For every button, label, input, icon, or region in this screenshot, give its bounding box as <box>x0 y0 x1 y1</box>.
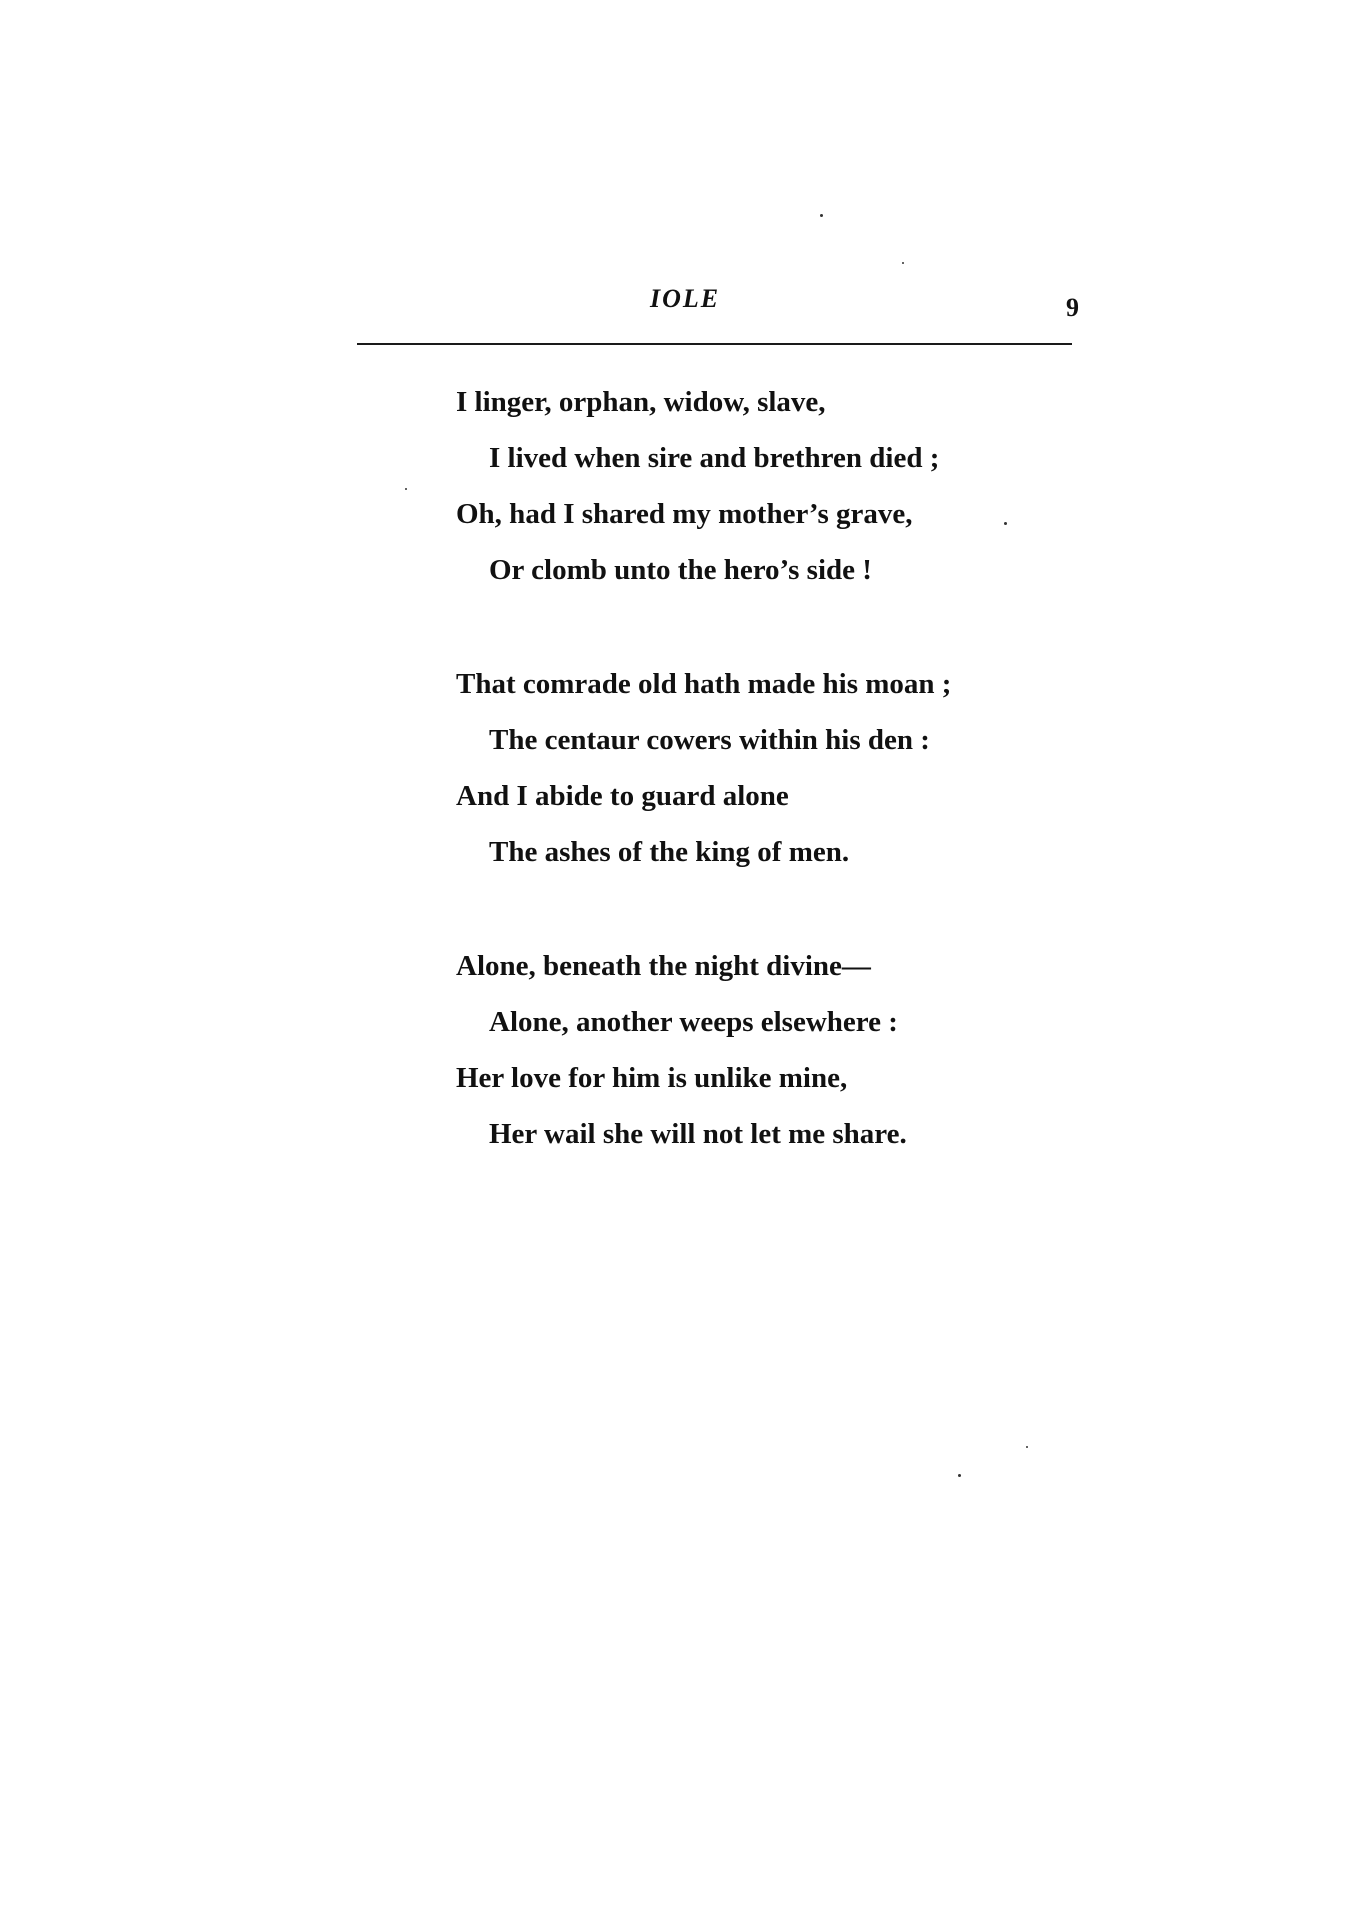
running-head <box>0 0 1354 360</box>
header-rule <box>357 343 1072 345</box>
poem-line: Or clomb unto the hero’s side ! <box>489 554 872 586</box>
stanza-3 <box>456 938 1096 1162</box>
poem-line: That comrade old hath made his moan ; <box>456 668 952 700</box>
poem-line: Alone, beneath the night divine— <box>456 950 871 982</box>
scan-speck <box>405 488 407 490</box>
stanza-1 <box>456 374 1096 598</box>
poem-line: I lived when sire and brethren died ; <box>489 442 940 474</box>
poem-line: And I abide to guard alone <box>456 780 789 812</box>
poem-line: Oh, had I shared my mother’s grave, <box>456 498 913 530</box>
scan-speck <box>1004 522 1007 525</box>
poem-line: The centaur cowers within his den : <box>489 724 930 756</box>
page-number: 9 <box>1066 293 1079 322</box>
poem-line: I linger, orphan, widow, slave, <box>456 386 826 418</box>
scan-speck <box>820 214 823 217</box>
poem-line: The ashes of the king of men. <box>489 836 850 868</box>
poem-line: Her love for him is unlike mine, <box>456 1062 848 1094</box>
running-title: IOLE <box>650 284 721 313</box>
scan-speck <box>1026 1446 1028 1448</box>
poem-line: Her wail she will not let me share. <box>489 1118 907 1150</box>
stanza-2 <box>456 656 1096 880</box>
scan-speck <box>958 1474 961 1477</box>
poem-body <box>456 374 1096 1220</box>
scan-speck <box>902 262 904 264</box>
poem-line: Alone, another weeps elsewhere : <box>489 1006 898 1038</box>
